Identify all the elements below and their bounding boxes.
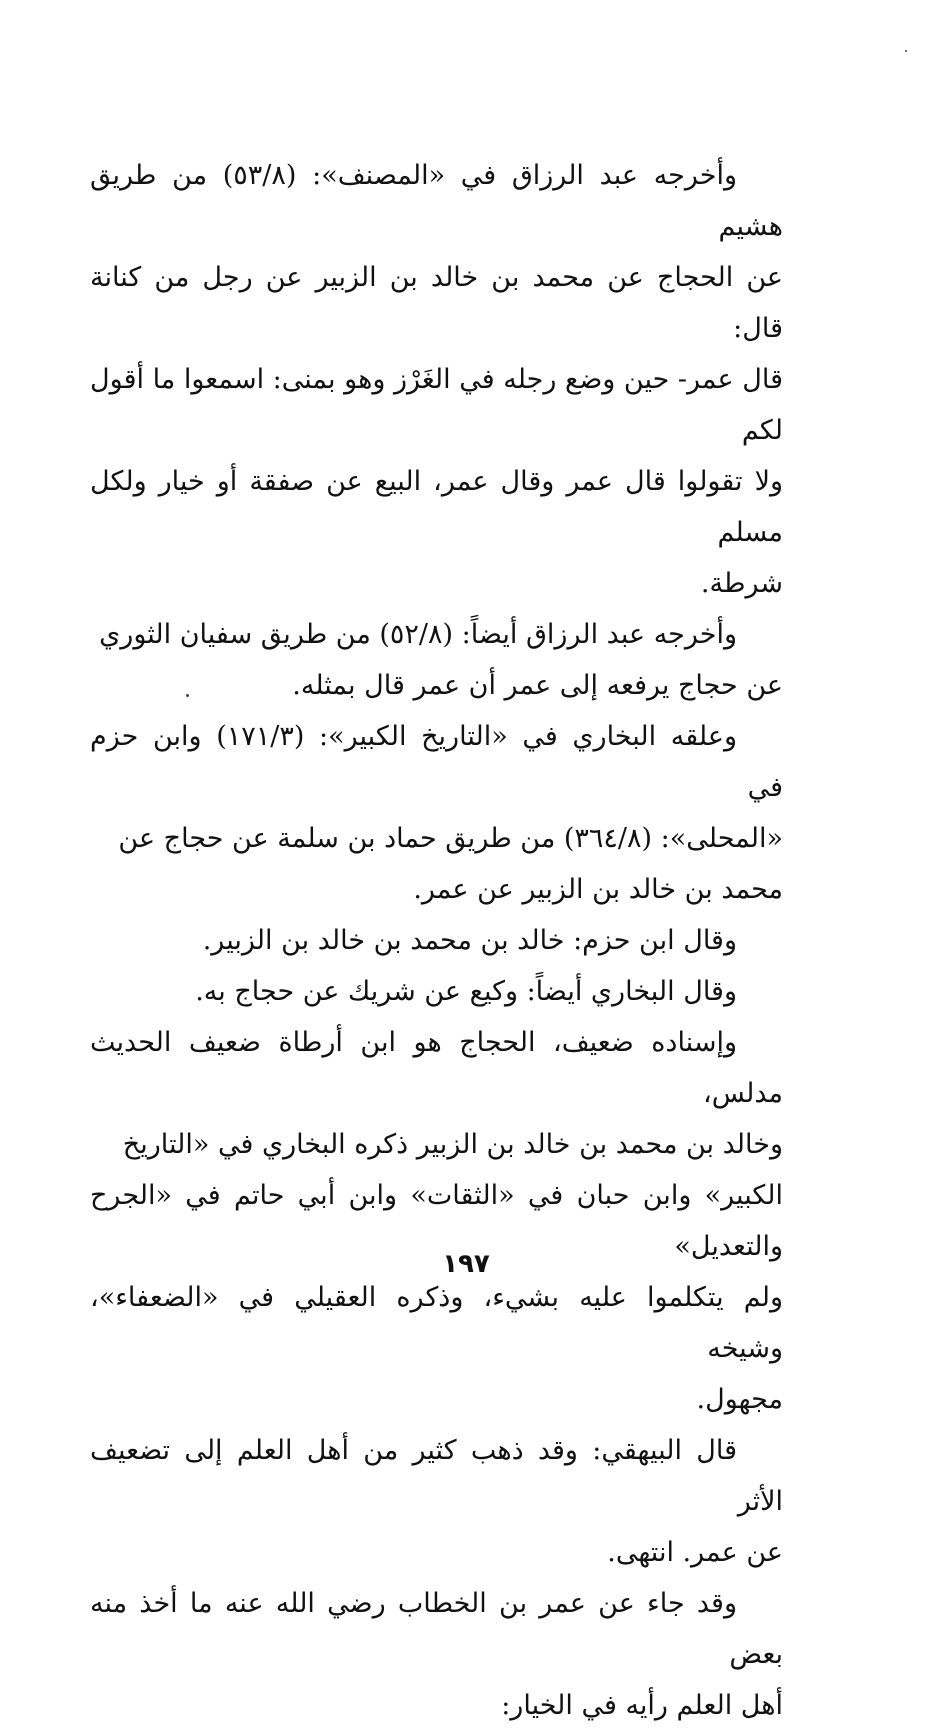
paragraph-umar-khiyar: وقد جاء عن عمر بن الخطاب رضي الله عنه ما أخذ منه بعض أهل العلم رأيه في الخيار: (90, 1588, 783, 1721)
paragraph-bayhaqi: قال البيهقي: وقد ذهب كثير من أهل العلم إلى تضعيف الأثر عن عمر. انتهى. (90, 1435, 783, 1568)
paragraph-ibnhazm-quote: وقال ابن حزم: خالد بن محمد بن خالد بن الزبير. (202, 925, 737, 956)
paragraph-abdulrazzaq-sufyan: وأخرجه عبد الرزاق أيضاً: (٥٢/٨) من طريق سفيان الثوري عن حجاج يرفعه إلى عمر أن عمر قال بمثله. (99, 619, 783, 701)
body-text (90, 150, 783, 1731)
scan-speck (905, 50, 907, 52)
scan-speck (186, 694, 189, 697)
paragraph-bukhari-ibnhazm: وعلقه البخاري في «التاريخ الكبير»: (١٧١/٣) وابن حزم في «المحلى»: (٣٦٤/٨) من طريق حماد بن سلمة عن حجاج عن محمد بن خالد بن الزبير عن عمر. (90, 721, 783, 905)
paragraph-isnad-weakness: وإسناده ضعيف، الحجاج هو ابن أرطاة ضعيف الحديث مدلس، وخالد بن محمد بن خالد بن الزبير ذكره البخاري في «التاريخ الكبير» وابن حبان في «الثقات» وابن أبي حاتم في «الجرح والتعديل» ولم يتكلموا عليه بشيء، وذكره العقيلي في «الضعفاء»، وشيخه مجهول. (90, 1027, 783, 1415)
page-number: ١٩٧ (442, 1249, 490, 1279)
paragraph-bukhari-quote: وقال البخاري أيضاً: وكيع عن شريك عن حجاج به. (195, 976, 737, 1007)
paragraph-abdulrazzaq-hushaym: وأخرجه عبد الرزاق في «المصنف»: (٥٣/٨) من طريق هشيم عن الحجاج عن محمد بن خالد بن الزبير عن رجل من كنانة قال: قال عمر- حين وضع رجله في الغَرْز وهو بمنى: اسمعوا ما أقول لكم ولا تقولوا قال عمر وقال عمر، البيع عن صفقة أو خيار ولكل مسلم شرطة. (90, 160, 783, 599)
